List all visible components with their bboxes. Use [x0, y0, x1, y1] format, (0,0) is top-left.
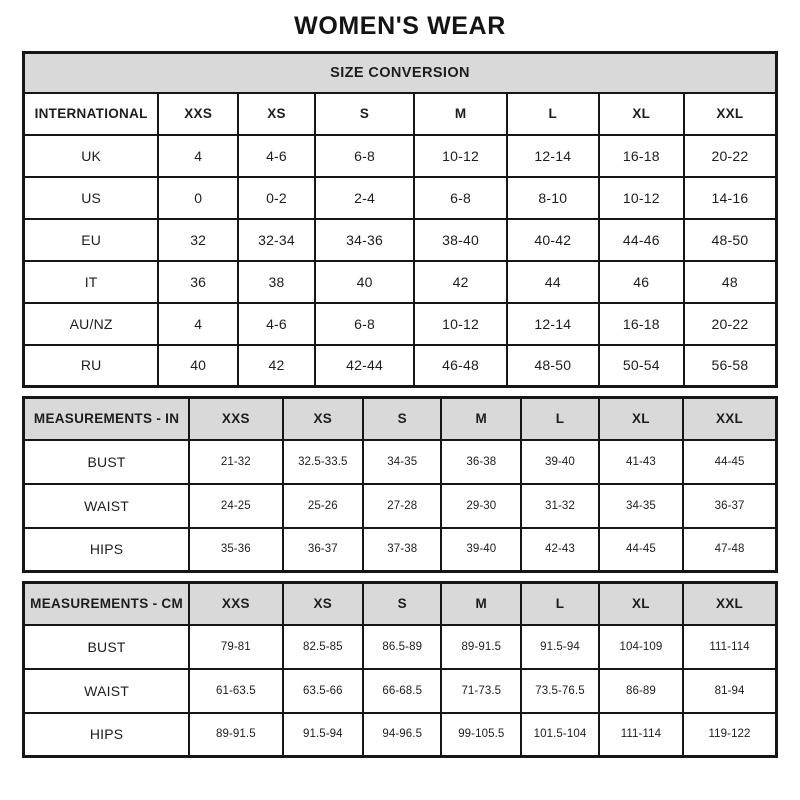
- data-cell: 66-68.5: [363, 669, 441, 713]
- data-cell: 34-35: [599, 484, 683, 528]
- page-title: WOMEN'S WEAR: [294, 12, 506, 40]
- data-cell: 34-36: [315, 219, 414, 261]
- data-cell: 42: [238, 345, 315, 387]
- data-cell: 36-37: [283, 528, 364, 572]
- data-cell: 0: [158, 177, 238, 219]
- data-cell: 36-38: [441, 440, 521, 484]
- table-row: [24, 669, 777, 713]
- data-cell: 35-36: [189, 528, 282, 572]
- column-header-cell: XXS: [189, 583, 282, 625]
- row-label-cell: IT: [24, 261, 159, 303]
- row-label-cell: EU: [24, 219, 159, 261]
- table-row: [24, 713, 777, 757]
- data-cell: 14-16: [684, 177, 777, 219]
- column-header-cell: S: [363, 583, 441, 625]
- data-cell: 99-105.5: [441, 713, 521, 757]
- column-header-cell: XL: [599, 583, 683, 625]
- data-cell: 12-14: [507, 135, 599, 177]
- data-cell: 44-45: [599, 528, 683, 572]
- data-cell: 94-96.5: [363, 713, 441, 757]
- column-header-cell: XXL: [684, 93, 777, 135]
- data-cell: 36: [158, 261, 238, 303]
- column-header-cell: M: [414, 93, 507, 135]
- data-cell: 40-42: [507, 219, 599, 261]
- data-cell: 42-43: [521, 528, 599, 572]
- data-cell: 21-32: [189, 440, 282, 484]
- column-header-cell: XS: [283, 583, 364, 625]
- column-header-row: [24, 93, 777, 135]
- data-cell: 48: [684, 261, 777, 303]
- data-cell: 25-26: [283, 484, 364, 528]
- data-cell: 50-54: [599, 345, 684, 387]
- data-cell: 82.5-85: [283, 625, 364, 669]
- table-row: [24, 135, 777, 177]
- data-cell: 104-109: [599, 625, 683, 669]
- data-cell: 10-12: [414, 135, 507, 177]
- column-header-cell: L: [521, 583, 599, 625]
- column-header-cell: XXL: [683, 583, 776, 625]
- data-cell: 27-28: [363, 484, 441, 528]
- data-cell: 32-34: [238, 219, 315, 261]
- data-cell: 44: [507, 261, 599, 303]
- column-header-cell: XL: [599, 93, 684, 135]
- data-cell: 63.5-66: [283, 669, 364, 713]
- column-header-row: [24, 398, 777, 440]
- data-cell: 40: [158, 345, 238, 387]
- data-cell: 8-10: [507, 177, 599, 219]
- table-row: [24, 528, 777, 572]
- data-cell: 10-12: [414, 303, 507, 345]
- data-cell: 42: [414, 261, 507, 303]
- data-cell: 46-48: [414, 345, 507, 387]
- data-cell: 42-44: [315, 345, 414, 387]
- data-cell: 89-91.5: [189, 713, 282, 757]
- data-cell: 81-94: [683, 669, 776, 713]
- column-header-cell: L: [507, 93, 599, 135]
- measurements-in-table: [22, 396, 778, 573]
- data-cell: 111-114: [599, 713, 683, 757]
- table-row: [24, 261, 777, 303]
- table-banner: SIZE CONVERSION: [24, 53, 777, 93]
- row-label-cell: BUST: [24, 625, 190, 669]
- data-cell: 6-8: [315, 135, 414, 177]
- data-cell: 91.5-94: [521, 625, 599, 669]
- row-label-cell: BUST: [24, 440, 190, 484]
- row-label-cell: HIPS: [24, 713, 190, 757]
- row-label-cell: WAIST: [24, 669, 190, 713]
- column-header-cell: XL: [599, 398, 683, 440]
- column-header-cell: L: [521, 398, 599, 440]
- row-label-cell: UK: [24, 135, 159, 177]
- data-cell: 6-8: [315, 303, 414, 345]
- table-row: [24, 219, 777, 261]
- column-header-cell: XS: [238, 93, 315, 135]
- column-header-cell: S: [363, 398, 441, 440]
- column-header-cell: S: [315, 93, 414, 135]
- data-cell: 44-45: [683, 440, 776, 484]
- data-cell: 40: [315, 261, 414, 303]
- data-cell: 48-50: [507, 345, 599, 387]
- column-header-cell: MEASUREMENTS - IN: [24, 398, 190, 440]
- data-cell: 34-35: [363, 440, 441, 484]
- data-cell: 47-48: [683, 528, 776, 572]
- data-cell: 38-40: [414, 219, 507, 261]
- size-conversion-table: [22, 51, 778, 388]
- data-cell: 32: [158, 219, 238, 261]
- data-cell: 20-22: [684, 303, 777, 345]
- data-cell: 29-30: [441, 484, 521, 528]
- data-cell: 31-32: [521, 484, 599, 528]
- data-cell: 101.5-104: [521, 713, 599, 757]
- data-cell: 79-81: [189, 625, 282, 669]
- table-banner-row: [24, 53, 777, 93]
- data-cell: 61-63.5: [189, 669, 282, 713]
- data-cell: 4: [158, 303, 238, 345]
- column-header-cell: INTERNATIONAL: [24, 93, 159, 135]
- table-row: [24, 177, 777, 219]
- data-cell: 4: [158, 135, 238, 177]
- data-cell: 86.5-89: [363, 625, 441, 669]
- data-cell: 41-43: [599, 440, 683, 484]
- table-row: [24, 440, 777, 484]
- data-cell: 12-14: [507, 303, 599, 345]
- data-cell: 89-91.5: [441, 625, 521, 669]
- table-row: [24, 303, 777, 345]
- data-cell: 38: [238, 261, 315, 303]
- column-header-cell: XXS: [158, 93, 238, 135]
- data-cell: 56-58: [684, 345, 777, 387]
- row-label-cell: RU: [24, 345, 159, 387]
- data-cell: 32.5-33.5: [283, 440, 364, 484]
- data-cell: 39-40: [441, 528, 521, 572]
- table-row: [24, 484, 777, 528]
- data-cell: 73.5-76.5: [521, 669, 599, 713]
- data-cell: 36-37: [683, 484, 776, 528]
- data-cell: 39-40: [521, 440, 599, 484]
- data-cell: 119-122: [683, 713, 776, 757]
- column-header-cell: XXL: [683, 398, 776, 440]
- data-cell: 16-18: [599, 135, 684, 177]
- data-cell: 24-25: [189, 484, 282, 528]
- size-chart-sheet: [22, 51, 778, 758]
- row-label-cell: AU/NZ: [24, 303, 159, 345]
- column-header-cell: M: [441, 583, 521, 625]
- row-label-cell: HIPS: [24, 528, 190, 572]
- column-header-cell: MEASUREMENTS - CM: [24, 583, 190, 625]
- data-cell: 4-6: [238, 303, 315, 345]
- row-label-cell: WAIST: [24, 484, 190, 528]
- data-cell: 91.5-94: [283, 713, 364, 757]
- data-cell: 44-46: [599, 219, 684, 261]
- measurements-cm-table: [22, 581, 778, 758]
- data-cell: 48-50: [684, 219, 777, 261]
- data-cell: 111-114: [683, 625, 776, 669]
- column-header-cell: XXS: [189, 398, 282, 440]
- data-cell: 16-18: [599, 303, 684, 345]
- column-header-cell: M: [441, 398, 521, 440]
- data-cell: 4-6: [238, 135, 315, 177]
- data-cell: 20-22: [684, 135, 777, 177]
- table-row: [24, 345, 777, 387]
- data-cell: 0-2: [238, 177, 315, 219]
- data-cell: 86-89: [599, 669, 683, 713]
- data-cell: 37-38: [363, 528, 441, 572]
- table-row: [24, 625, 777, 669]
- data-cell: 71-73.5: [441, 669, 521, 713]
- row-label-cell: US: [24, 177, 159, 219]
- data-cell: 6-8: [414, 177, 507, 219]
- column-header-cell: XS: [283, 398, 364, 440]
- column-header-row: [24, 583, 777, 625]
- data-cell: 2-4: [315, 177, 414, 219]
- data-cell: 46: [599, 261, 684, 303]
- data-cell: 10-12: [599, 177, 684, 219]
